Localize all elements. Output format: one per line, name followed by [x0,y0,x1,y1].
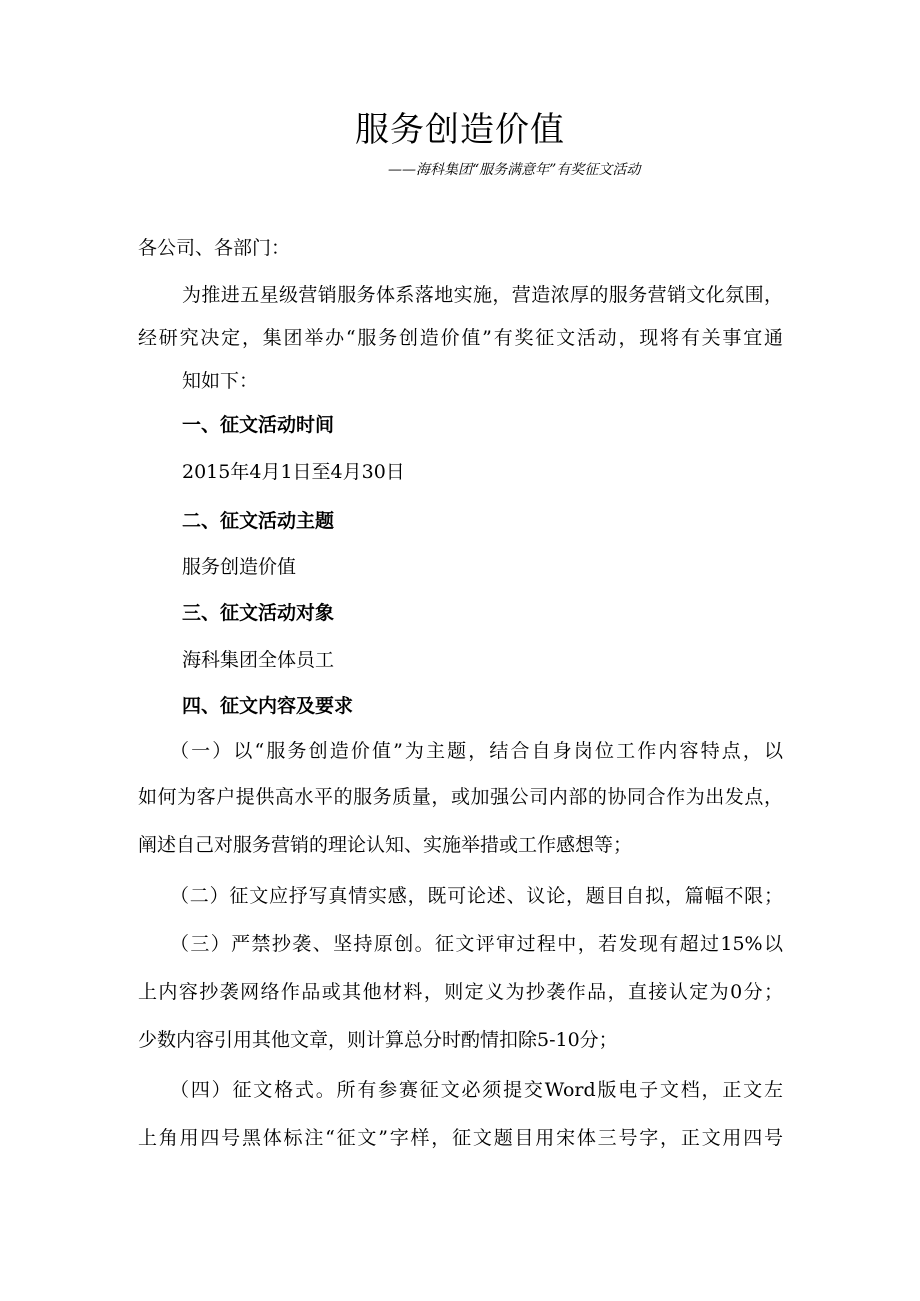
requirement-3-line-3: 少数内容引用其他文章，则计算总分时酌情扣除5-10分； [138,1029,618,1051]
section-content-3: 海科集团全体员工 [182,649,335,671]
salutation: 各公司、各部门： [138,237,291,259]
requirement-3-line-2: 上内容抄袭网络作品或其他材料，则定义为抄袭作品，直接认定为0分； [138,981,783,1003]
intro-line-1: 为推进五星级营销服务体系落地实施，营造浓厚的服务营销文化氛围， [182,284,783,306]
section-heading-2: 二、征文活动主题 [182,510,335,532]
section-heading-4: 四、征文内容及要求 [182,695,354,717]
requirement-2-line-1: （二）征文应抒写真情实感，既可论述、议论，题目自拟，篇幅不限； [170,885,783,907]
requirement-4-line-2: 上角用四号黑体标注“征文”字样，征文题目用宋体三号字，正文用四号 [138,1127,783,1149]
requirement-1-line-2: 如何为客户提供高水平的服务质量，或加强公司内部的协同合作为出发点， [138,786,783,808]
section-heading-1: 一、征文活动时间 [182,414,335,436]
requirement-1-line-3: 阐述自己对服务营销的理论认知、实施举措或工作感想等； [138,834,633,856]
requirement-3-line-1: （三）严禁抄袭、坚持原创。征文评审过程中，若发现有超过15%以 [170,933,783,955]
intro-line-2: 经研究决定，集团举办“服务创造价值”有奖征文活动，现将有关事宜通 [138,327,783,349]
section-content-2: 服务创造价值 [182,556,297,578]
document-subtitle: ——海科集团“服务满意年”有奖征文活动 [388,162,641,178]
document-title: 服务创造价值 [355,110,565,150]
requirement-1-line-1: （一）以“服务创造价值”为主题，结合自身岗位工作内容特点，以 [170,740,783,762]
section-heading-3: 三、征文活动对象 [182,602,335,624]
intro-line-3: 知如下： [182,370,259,392]
section-content-1: 2015年4月1日至4月30日 [182,461,405,483]
requirement-4-line-1: （四）征文格式。所有参赛征文必须提交Word版电子文档，正文左 [170,1079,783,1101]
